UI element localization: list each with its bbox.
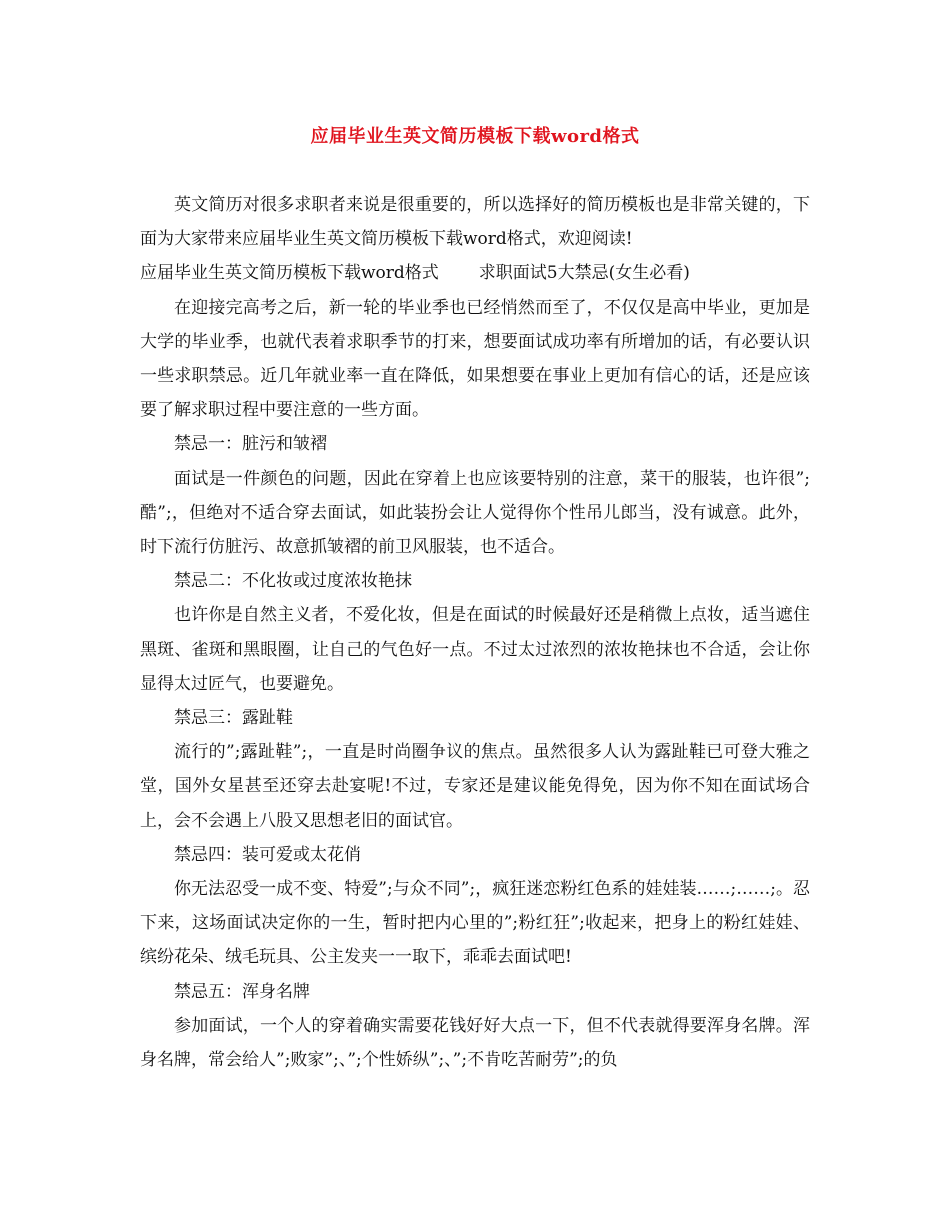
related-links-line <box>140 256 810 290</box>
paragraph-taboo-4: 你无法忍受一成不变、特爱”;与众不同”;，疯狂迷恋粉红色系的娃娃装……;……;。忍下来，这场面试决定你的一生，暂时把内心里的”;粉红狂”;收起来，把身上的粉红娃娃、缤纷花朵、绒毛玩具、公主发夹一一取下，乖乖去面试吧! <box>140 879 810 968</box>
paragraph-intro: 英文简历对很多求职者来说是很重要的，所以选择好的简历模板也是非常关键的，下面为大家带来应届毕业生英文简历模板下载word格式，欢迎阅读! <box>140 195 810 250</box>
paragraph-taboo-2: 也许你是自然主义者，不爱化妆，但是在面试的时候最好还是稍微上点妆，适当遮住黑斑、雀斑和黑眼圈，让自己的气色好一点。不过太过浓烈的浓妆艳抹也不合适，会让你显得太过匠气，也要避免。 <box>140 605 810 694</box>
heading-taboo-1: 禁忌一：脏污和皱褶 <box>174 434 327 455</box>
related-link-resume-template[interactable]: 应届毕业生英文简历模板下载word格式 <box>140 263 439 284</box>
paragraph-taboo-3: 流行的”;露趾鞋”;，一直是时尚圈争议的焦点。虽然很多人认为露趾鞋已可登大雅之堂，国外女星甚至还穿去赴宴呢!不过，专家还是建议能免得免，因为你不知在面试场合上，会不会遇上八股又思想老旧的面试官。 <box>140 742 810 831</box>
heading-taboo-2: 禁忌二：不化妆或过度浓妆艳抹 <box>174 571 412 592</box>
related-link-interview-taboos[interactable]: 求职面试5大禁忌(女生必看) <box>478 263 690 284</box>
document-body <box>140 188 810 1077</box>
paragraph-taboo-5: 参加面试，一个人的穿着确实需要花钱好好大点一下，但不代表就得要浑身名牌。浑身名牌，常会给人”;败家”;、”;个性娇纵”;、”;不肯吃苦耐劳”;的负 <box>140 1015 810 1071</box>
paragraph-background: 在迎接完高考之后，新一轮的毕业季也已经悄然而至了，不仅仅是高中毕业，更加是大学的毕业季，也就代表着求职季节的打来，想要面试成功率有所增加的话，有必要认识一些求职禁忌。近几年就业率一直在降低，如果想要在事业上更加有信心的话，还是应该要了解求职过程中要注意的一些方面。 <box>140 297 810 421</box>
heading-taboo-4: 禁忌四：装可爱或太花俏 <box>174 844 361 865</box>
page-title: 应届毕业生英文简历模板下载word格式 <box>310 126 640 147</box>
paragraph-taboo-1: 面试是一件颜色的问题，因此在穿着上也应该要特别的注意，菜干的服装，也许很”;酷”;，但绝对不适合穿去面试，如此装扮会让人觉得你个性吊儿郎当，没有诚意。此外，时下流行仿脏污、故意抓皱褶的前卫风服装，也不适合。 <box>140 468 810 558</box>
heading-taboo-5: 禁忌五：浑身名牌 <box>174 981 310 1002</box>
heading-taboo-3: 禁忌三：露趾鞋 <box>174 708 293 729</box>
